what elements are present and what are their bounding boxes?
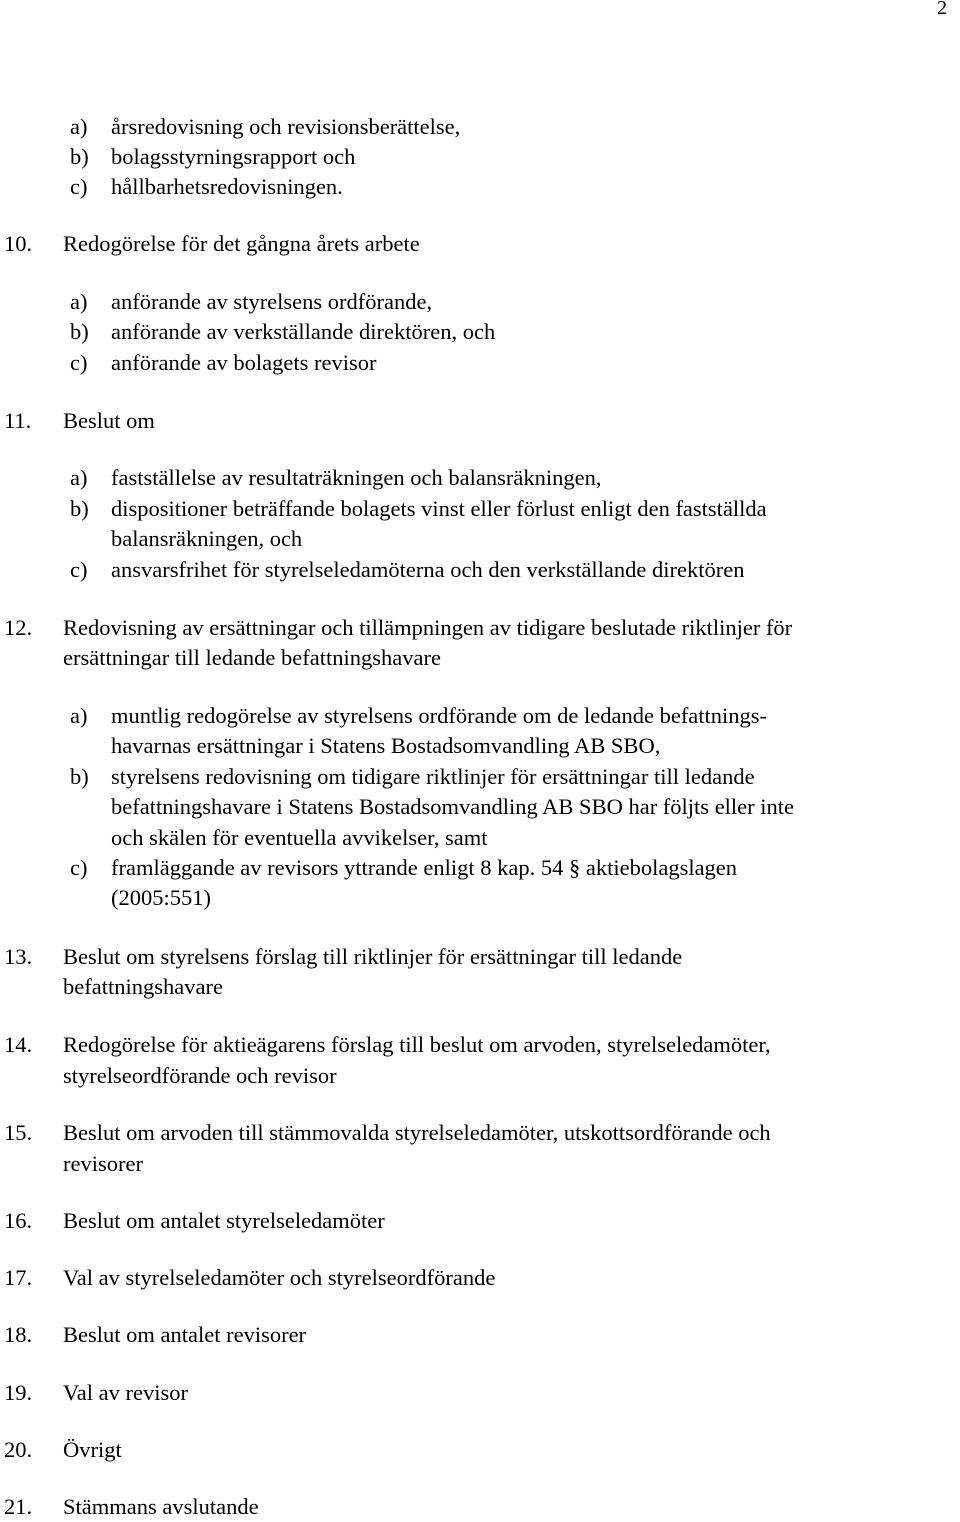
subitem-text: bolagsstyrningsrapport och [111,144,356,169]
subitem-marker: a) [70,289,88,314]
item-number: 14. [4,1032,33,1057]
subitem-text: hållbarhetsredovisningen. [111,174,343,199]
subitem-marker: c) [70,855,88,880]
subitem-text: befattningshavare i Statens Bostadsomvandling AB SBO har följts eller inte [111,794,795,819]
subitem-text: årsredovisning och revisionsberättelse, [111,114,461,139]
item-number: 17. [4,1265,33,1290]
subitem-text: styrelsens redovisning om tidigare riktlinjer för ersättningar till ledande [111,764,755,789]
subitem-marker: c) [70,557,88,582]
item-number: 20. [4,1437,33,1462]
subitem-text: balansräkningen, och [111,526,303,551]
item-number: 10. [4,231,33,256]
subitem-text: anförande av verkställande direktören, och [111,319,496,344]
item-title: Redogörelse för det gångna årets arbete [63,231,420,256]
subitem-text: (2005:551) [111,885,211,910]
item-title: Redovisning av ersättningar och tillämpningen av tidigare beslutade riktlinjer för [63,615,793,640]
subitem-marker: a) [70,465,88,490]
item-text: Övrigt [63,1437,122,1462]
subitem-marker: b) [70,496,89,521]
subitem-text: havarnas ersättningar i Statens Bostadsomvandling AB SBO, [111,733,661,758]
subitem-text: ansvarsfrihet för styrelseledamöterna och den verkställande direktören [111,557,745,582]
item-text: Val av revisor [63,1380,188,1405]
item-text: Beslut om styrelsens förslag till riktlinjer för ersättningar till ledande [63,944,683,969]
item-text: befattningshavare [63,974,223,999]
subitem-marker: c) [70,174,88,199]
item-text: Beslut om arvoden till stämmovalda styrelseledamöter, utskottsordförande och [63,1120,771,1145]
item-number: 15. [4,1120,33,1145]
subitem-marker: b) [70,764,89,789]
subitem-marker: b) [70,319,89,344]
item-text: Stämmans avslutande [63,1494,259,1519]
item-text: Redogörelse för aktieägarens förslag till beslut om arvoden, styrelseledamöter, [63,1032,771,1057]
subitem-text: anförande av bolagets revisor [111,350,377,375]
item-number: 19. [4,1380,33,1405]
item-title: Beslut om [63,408,155,433]
item-title: ersättningar till ledande befattningshavare [63,645,441,670]
subitem-text: muntlig redogörelse av styrelsens ordförande om de ledande befattnings- [111,703,768,728]
subitem-text: anförande av styrelsens ordförande, [111,289,433,314]
subitem-marker: b) [70,144,89,169]
item-text: styrelseordförande och revisor [63,1063,337,1088]
subitem-marker: a) [70,114,88,139]
item-text: revisorer [63,1151,143,1176]
subitem-text: och skälen för eventuella avvikelser, samt [111,825,488,850]
item-number: 21. [4,1494,33,1519]
item-number: 12. [4,615,33,640]
page-number: 2 [937,0,947,19]
item-number: 13. [4,944,33,969]
item-number: 11. [4,408,32,433]
subitem-marker: c) [70,350,88,375]
item-text: Beslut om antalet revisorer [63,1322,307,1347]
subitem-text: framläggande av revisors yttrande enligt 8 kap. 54 § aktiebolagslagen [111,855,738,880]
item-text: Val av styrelseledamöter och styrelseordförande [63,1265,496,1290]
subitem-text: dispositioner beträffande bolagets vinst eller förlust enligt den fastställda [111,496,767,521]
item-number: 16. [4,1208,33,1233]
subitem-text: fastställelse av resultaträkningen och balansräkningen, [111,465,602,490]
subitem-marker: a) [70,703,88,728]
item-number: 18. [4,1322,33,1347]
item-text: Beslut om antalet styrelseledamöter [63,1208,385,1233]
